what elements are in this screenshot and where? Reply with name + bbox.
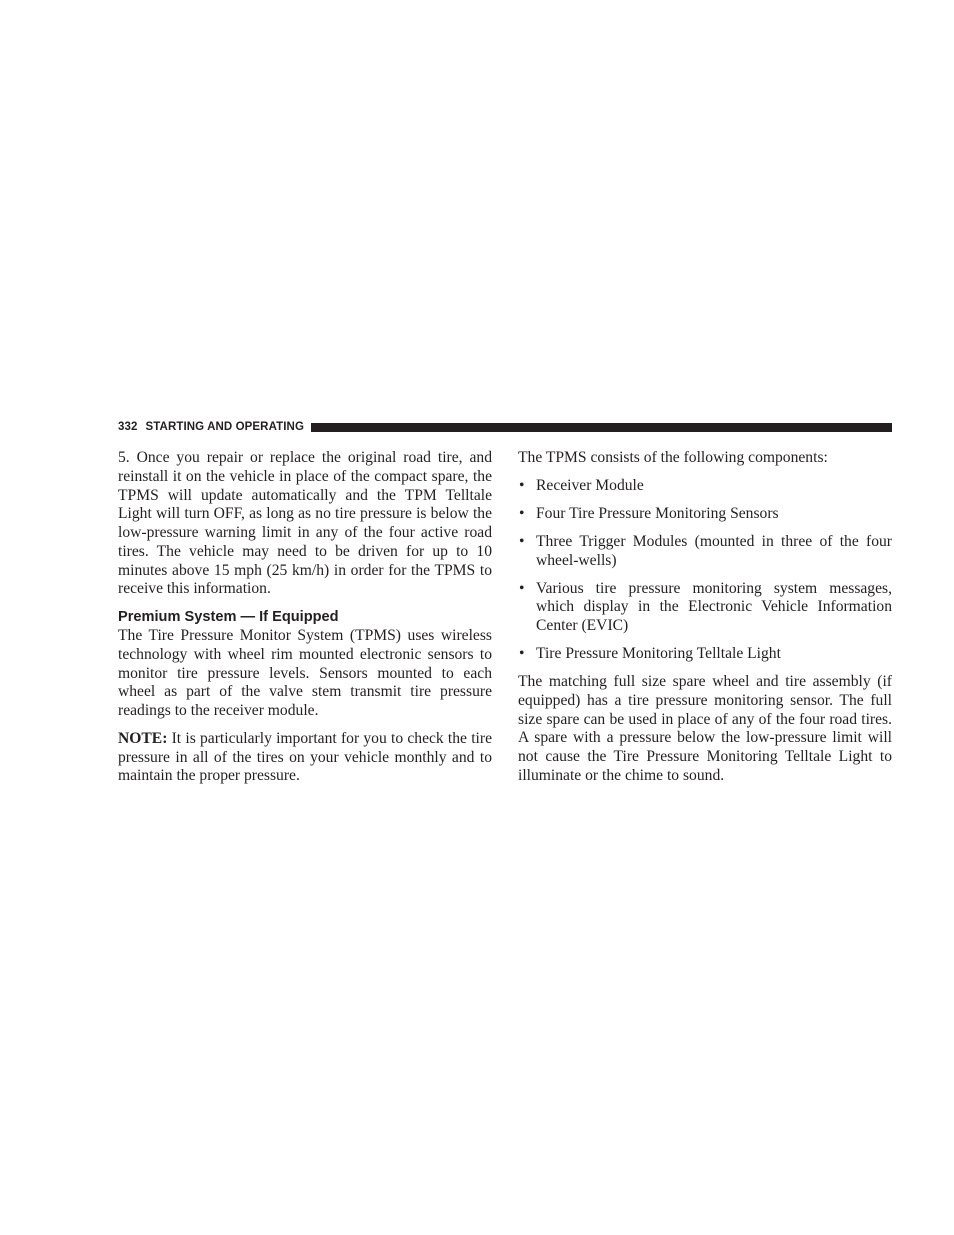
bullet-icon: • [519, 504, 525, 522]
note-paragraph [118, 730, 492, 786]
list-item [518, 505, 892, 524]
right-column [518, 449, 892, 795]
header-rule [311, 423, 892, 432]
list-item [518, 645, 892, 664]
list-item [518, 580, 892, 636]
tpms-intro-paragraph: The Tire Pressure Monitor System (TPMS) uses wireless technology with wheel rim mounted electronic sensors to monitor tire pressure levels. Sensors mounted to each wheel as part of the valve stem transmit tire pressure readings to the receiver module. [118, 627, 492, 719]
bullet-icon: • [519, 579, 525, 597]
list-item-text: Receiver Module [536, 476, 644, 494]
section-heading: Premium System — If Equipped [118, 609, 339, 625]
left-column [118, 449, 492, 795]
step-5-paragraph: 5. Once you repair or replace the original road tire, and reinstall it on the vehicle in place of the compact spare, the TPMS will update automatically and the TPM Telltale Light will turn OFF, as long as no tire pressure is below the low-pressure warning limit in any of the four active road tires. The vehicle may need to be driven for up to 10 minutes above 15 mph (25 km/h) in order for the TPMS to receive this information. [118, 449, 492, 598]
components-lead: The TPMS consists of the following components: [518, 449, 828, 466]
list-item-text: Tire Pressure Monitoring Telltale Light [536, 645, 781, 663]
section-title: STARTING AND OPERATING [145, 421, 305, 433]
bullet-icon: • [519, 532, 525, 550]
page-number: 332 [118, 421, 138, 433]
note-text: It is particularly important for you to check the tire pressure in all of the tires on your vehicle monthly and to maintain the proper pressure. [118, 729, 492, 785]
list-item-text: Four Tire Pressure Monitoring Sensors [536, 504, 779, 522]
list-item [518, 477, 892, 496]
note-label: NOTE: [118, 729, 168, 747]
spare-paragraph: The matching full size spare wheel and tire assembly (if equipped) has a tire pressure monitoring sensor. The full size spare can be used in place of any of the four road tires. A spare with a pressure below the low-pressure limit will not cause the Tire Pressure Monitoring Telltale Light to illuminate or the chime to sound. [518, 673, 892, 784]
bullet-icon: • [519, 645, 525, 663]
bullet-icon: • [519, 476, 525, 494]
page-header [118, 419, 892, 435]
list-item-text: Three Trigger Modules (mounted in three of the four wheel-wells) [536, 532, 892, 569]
list-item [518, 533, 892, 571]
list-item-text: Various tire pressure monitoring system messages, which display in the Electronic Vehicle Information Center (EVIC) [536, 579, 892, 635]
components-list [518, 477, 892, 664]
